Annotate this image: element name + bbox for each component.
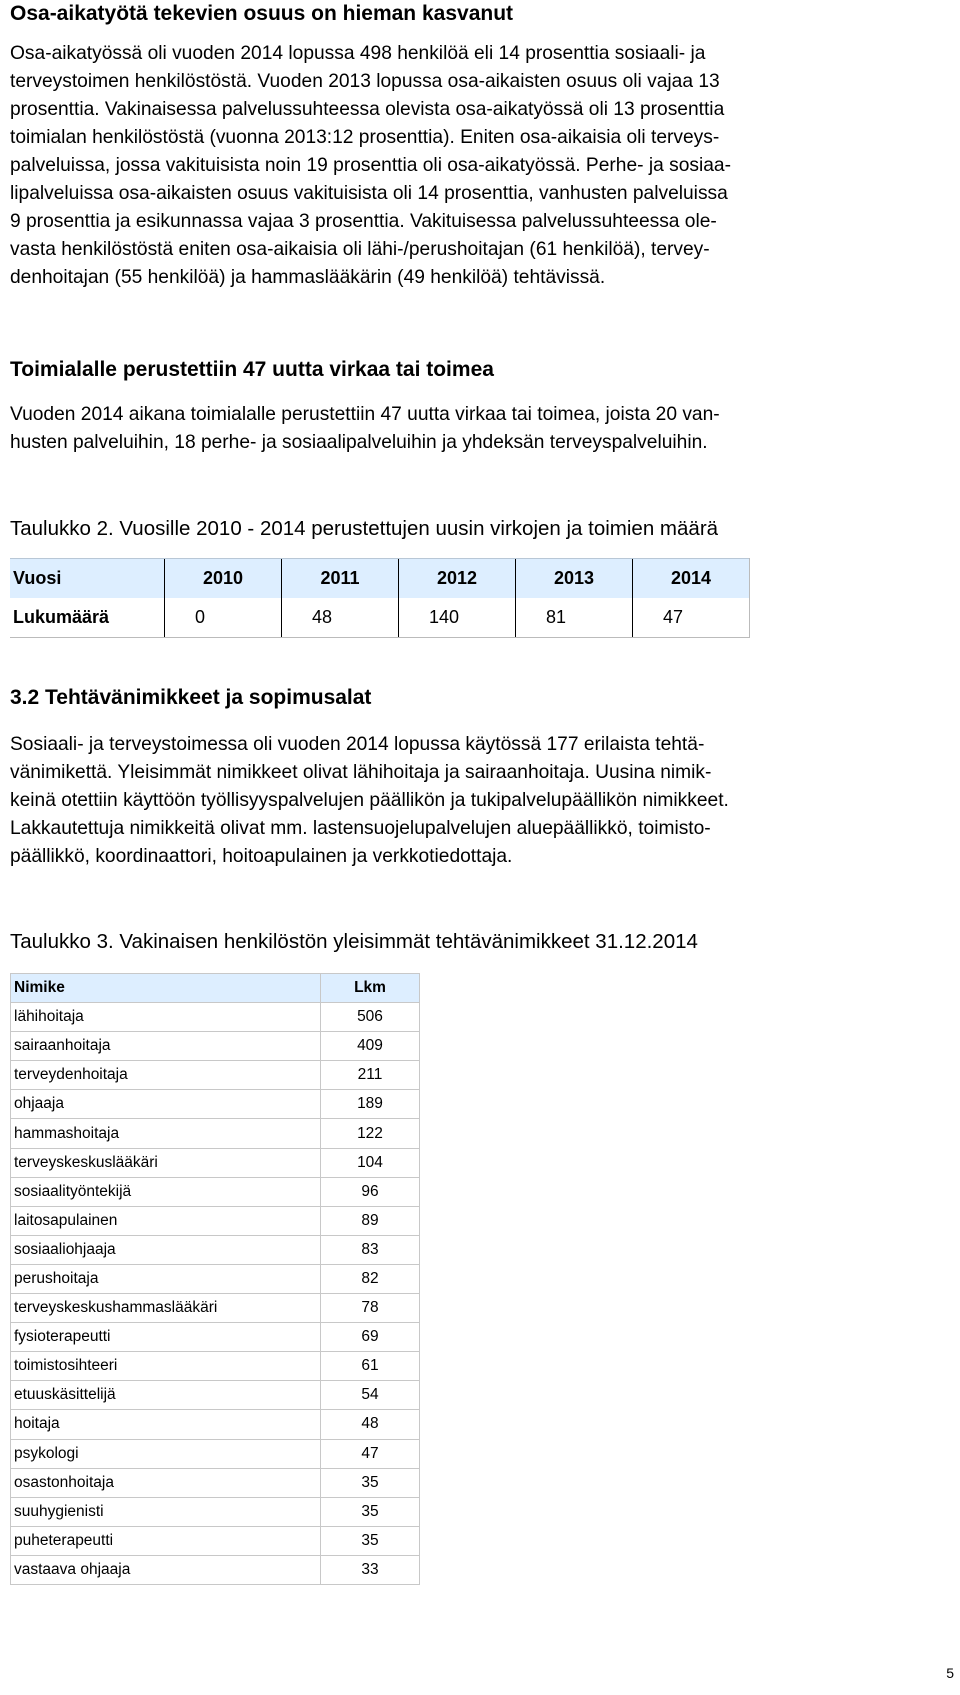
table3-cell-count: 506 <box>321 1003 420 1032</box>
table3-cell-name: puheterapeutti <box>11 1526 321 1555</box>
table2-value: 48 <box>282 598 399 638</box>
text-line: keinä otettiin käyttöön työllisyyspalvelujen päällikön ja tukipalvelupäällikön nimikkeet. <box>10 790 729 811</box>
table2-caption: Taulukko 2. Vuosille 2010 - 2014 perustettujen uusin virkojen ja toimien määrä <box>10 517 719 540</box>
table2-header-row <box>10 559 750 599</box>
section-heading-new-posts: Toimialalle perustettiin 47 uutta virkaa tai toimea <box>10 358 494 381</box>
table3-row <box>11 1439 420 1468</box>
text-line: lipalveluissa osa-aikaisten osuus vakituisista oli 14 prosenttia, vanhusten palveluissa <box>10 183 728 204</box>
table3-row <box>11 1148 420 1177</box>
text-line: Lakkautettuja nimikkeitä olivat mm. lastensuojelupalvelujen aluepäällikkö, toimisto- <box>10 818 711 839</box>
table3-row <box>11 1206 420 1235</box>
table3-row <box>11 1061 420 1090</box>
table3-row <box>11 1410 420 1439</box>
table3-row <box>11 1468 420 1497</box>
table3-col-name: Nimike <box>11 974 321 1003</box>
table2-value: 0 <box>165 598 282 638</box>
table3-cell-count: 211 <box>321 1061 420 1090</box>
table3-cell-name: toimistosihteeri <box>11 1352 321 1381</box>
paragraph-part-time <box>10 40 731 292</box>
table3-row <box>11 1177 420 1206</box>
table3-cell-name: osastonhoitaja <box>11 1468 321 1497</box>
text-line: Vuoden 2014 aikana toimialalle perustettiin 47 uutta virkaa tai toimea, joista 20 van- <box>10 404 720 425</box>
table3-row <box>11 1003 420 1032</box>
text-line: denhoitajan (55 henkilöä) ja hammaslääkärin (49 henkilöä) tehtävissä. <box>10 267 606 288</box>
text-line: Sosiaali- ja terveystoimessa oli vuoden 2014 lopussa käytössä 177 erilaista tehtä- <box>10 734 705 755</box>
table3-row <box>11 1264 420 1293</box>
table3-cell-name: sosiaaliohjaaja <box>11 1235 321 1264</box>
table3-cell-name: sairaanhoitaja <box>11 1032 321 1061</box>
table3-cell-name: suuhygienisti <box>11 1497 321 1526</box>
table2-value: 81 <box>516 598 633 638</box>
table3-cell-count: 48 <box>321 1410 420 1439</box>
table3-caption: Taulukko 3. Vakinaisen henkilöstön yleisimmät tehtävänimikkeet 31.12.2014 <box>10 930 698 953</box>
table3-cell-count: 104 <box>321 1148 420 1177</box>
text-line: prosenttia. Vakinaisessa palvelussuhteessa olevista osa-aikatyössä oli 13 prosenttia <box>10 99 725 120</box>
table3-cell-count: 96 <box>321 1177 420 1206</box>
table3-cell-count: 35 <box>321 1468 420 1497</box>
table3-cell-name: etuuskäsittelijä <box>11 1381 321 1410</box>
table3-cell-name: perushoitaja <box>11 1264 321 1293</box>
table3-cell-count: 54 <box>321 1381 420 1410</box>
table3-cell-count: 409 <box>321 1032 420 1061</box>
table3-cell-count: 33 <box>321 1555 420 1584</box>
table3-cell-name: sosiaalityöntekijä <box>11 1177 321 1206</box>
table3-row <box>11 1526 420 1555</box>
table2-row-label: Lukumäärä <box>10 598 165 638</box>
table2-header-label: Vuosi <box>10 559 165 599</box>
table3-cell-count: 61 <box>321 1352 420 1381</box>
table2-year: 2014 <box>633 559 750 599</box>
table2-year: 2012 <box>399 559 516 599</box>
table3-cell-count: 69 <box>321 1323 420 1352</box>
text-line: vänimikettä. Yleisimmät nimikkeet olivat lähihoitaja ja sairaanhoitaja. Uusina nimik- <box>10 762 712 783</box>
text-line: 9 prosenttia ja esikunnassa vajaa 3 prosenttia. Vakituisessa palvelussuhteessa ole- <box>10 211 717 232</box>
text-line: toimialan henkilöstöstä (vuonna 2013:12 prosenttia). Eniten osa-aikaisia oli terveys- <box>10 127 720 148</box>
table3-row <box>11 1352 420 1381</box>
table3-header-row <box>11 974 420 1003</box>
table3-cell-name: laitosapulainen <box>11 1206 321 1235</box>
table2-year: 2013 <box>516 559 633 599</box>
table3-row <box>11 1119 420 1148</box>
table3-cell-count: 35 <box>321 1526 420 1555</box>
table2-value: 47 <box>633 598 750 638</box>
table3-cell-count: 35 <box>321 1497 420 1526</box>
table3-cell-name: terveydenhoitaja <box>11 1061 321 1090</box>
table3-cell-name: terveyskeskushammaslääkäri <box>11 1294 321 1323</box>
table3-row <box>11 1381 420 1410</box>
page-number: 5 <box>946 1665 954 1681</box>
paragraph-job-titles <box>10 731 729 871</box>
paragraph-new-posts <box>10 401 720 457</box>
text-line: husten palveluihin, 18 perhe- ja sosiaalipalveluihin ja yhdeksän terveyspalveluihin. <box>10 432 708 453</box>
table3-cell-count: 83 <box>321 1235 420 1264</box>
table3-cell-name: terveyskeskuslääkäri <box>11 1148 321 1177</box>
table3-row <box>11 1323 420 1352</box>
section-heading-job-titles: 3.2 Tehtävänimikkeet ja sopimusalat <box>10 686 372 709</box>
table3-row <box>11 1555 420 1584</box>
table2 <box>10 558 750 638</box>
table3-cell-count: 189 <box>321 1090 420 1119</box>
table3-cell-name: hoitaja <box>11 1410 321 1439</box>
table3-cell-name: ohjaaja <box>11 1090 321 1119</box>
table3-col-count: Lkm <box>321 974 420 1003</box>
table2-year: 2010 <box>165 559 282 599</box>
table3-cell-count: 82 <box>321 1264 420 1293</box>
table3-cell-name: fysioterapeutti <box>11 1323 321 1352</box>
table3-row <box>11 1235 420 1264</box>
table2-count-row <box>10 598 750 638</box>
text-line: palveluissa, jossa vakituisista noin 19 prosenttia oli osa-aikatyössä. Perhe- ja sosiaa- <box>10 155 731 176</box>
table3-row <box>11 1294 420 1323</box>
text-line: päällikkö, koordinaattori, hoitoapulainen ja verkkotiedottaja. <box>10 846 513 867</box>
table3-cell-count: 122 <box>321 1119 420 1148</box>
table3-cell-name: lähihoitaja <box>11 1003 321 1032</box>
table2-value: 140 <box>399 598 516 638</box>
text-line: terveystoimen henkilöstöstä. Vuoden 2013 lopussa osa-aikaisten osuus oli vajaa 13 <box>10 71 720 92</box>
table3-cell-count: 89 <box>321 1206 420 1235</box>
table3-cell-name: vastaava ohjaaja <box>11 1555 321 1584</box>
table3-row <box>11 1090 420 1119</box>
table3-row <box>11 1032 420 1061</box>
text-line: vasta henkilöstöstä eniten osa-aikaisia oli lähi-/perushoitajan (61 henkilöä), tervey- <box>10 239 710 260</box>
table3-cell-count: 78 <box>321 1294 420 1323</box>
table3-cell-name: psykologi <box>11 1439 321 1468</box>
text-line: Osa-aikatyössä oli vuoden 2014 lopussa 498 henkilöä eli 14 prosenttia sosiaali- ja <box>10 43 706 64</box>
table3 <box>10 973 420 1585</box>
table2-year: 2011 <box>282 559 399 599</box>
table3-cell-count: 47 <box>321 1439 420 1468</box>
table3-row <box>11 1497 420 1526</box>
table3-cell-name: hammashoitaja <box>11 1119 321 1148</box>
section-heading-part-time: Osa-aikatyötä tekevien osuus on hieman kasvanut <box>10 2 514 25</box>
